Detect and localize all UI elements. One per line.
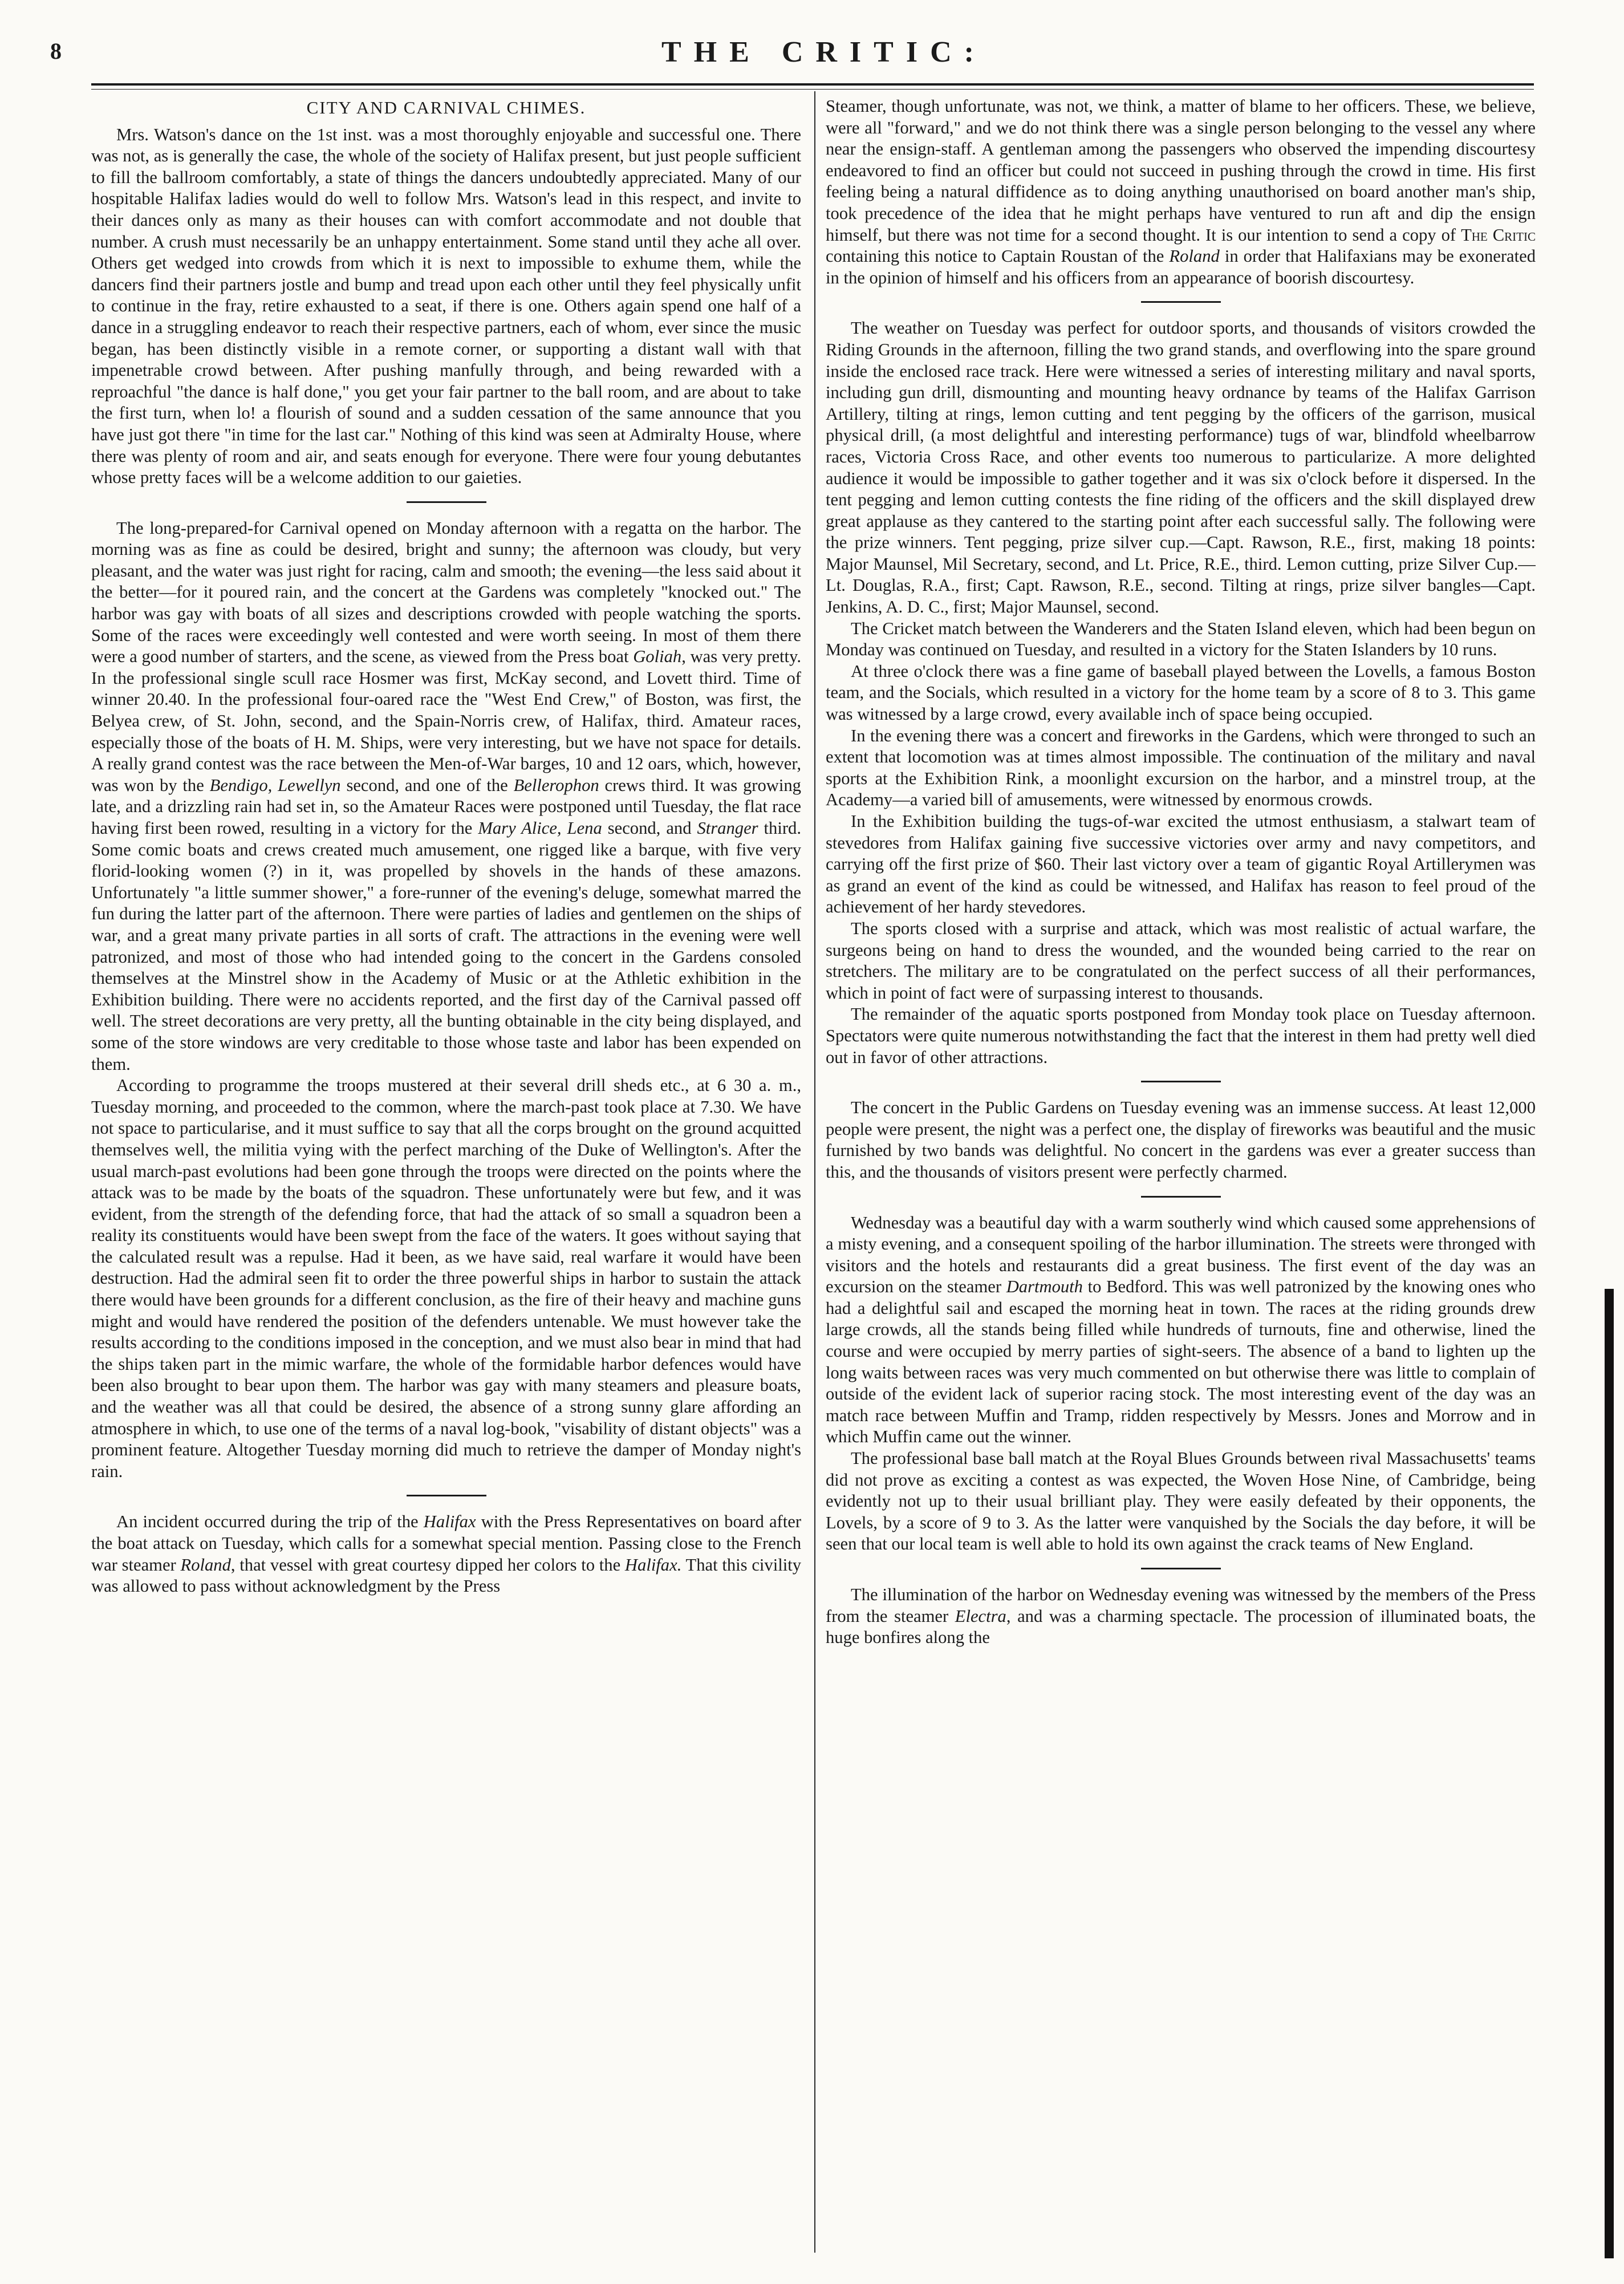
left-column <box>91 96 801 2257</box>
page-number: 8 <box>50 38 63 64</box>
italic-run: Stranger <box>697 818 758 838</box>
italic-run: Bendigo, Lewellyn <box>209 775 341 795</box>
section-separator <box>407 501 486 503</box>
right-column <box>826 96 1536 2257</box>
paragraph-baseball-game: At three o'clock there was a fine game of baseball played between the Lovells, a famous Boston team, and the Socials, which resulted in a victory for the home team by a score of 8 to 3. This game was witnessed by a large crowd, every available inch of space being occupied. <box>826 661 1536 724</box>
text-run: Steamer, though unfortunate, was not, we think, a matter of blame to her officers. These, we believe, were all "forward," and we do not think there was a single person belonging to the vessel any where near the ensign-staff. A gentleman among the passengers who observed the impending discourtesy endeavored to find an officer but could not succeed in pushing through the crowd in time. His first feeling being a natural diffidence as to doing anything unauthorised on board another man's ship, took precedence of the idea that he might perhaps have ventured to run aft and dip the ensign himself, but there was not time for a second thought. It is our intention to send a copy of <box>826 96 1536 245</box>
text-run: , that vessel with great courtesy dipped her colors to the <box>230 1555 625 1575</box>
italic-run: Bellerophon <box>513 775 599 795</box>
text-run: to Bedford. This was well patronized by the knowing ones who had a delightful sail and escaped the morning heat in town. The races at the riding grounds drew large crowds, all the stands being filled while hundreds of turnouts, fine and otherwise, lined the course and were occupied by merry parties of sight-seers. The absence of a band to lighten up the long waits between races was very much commented on but otherwise there was little to complain of outside of the evident lack of superior racing stock. The most interesting event of the day was an match race between Muffin and Tramp, ridden respectively by Messrs. Jones and Morrow and in which Muffin came out the winner. <box>826 1277 1536 1447</box>
paragraph-watson-dance: Mrs. Watson's dance on the 1st inst. was a most thoroughly enjoyable and successful one. There was not, as is generally the case, the whole of the society of Halifax present, but just people sufficient to fill the ballroom comfortably, a state of things the dancers undoubtedly appreciated. Many of our hospitable Halifax ladies would do well to follow Mrs. Watson's lead in this respect, and invite to their dances only as many as their houses can with comfort accommodate and not double that number. A crush must necessarily be an unhappy entertainment. Some stand until they ache all over. Others get wedged into crowds from which it is next to impossible to exhume them, while the dancers find their partners jostle and bump and tread upon each other until they feel physically unfit to continue in the fray, retire exhausted to a seat, if there is one. Others again spend one half of a dance in a struggling endeavor to reach their respective partners, each of whom, ever since the music began, has been distinctly visible in a remote corner, or supporting a distant wall with that impenetrable crowd between. After pushing manfully through, and being rewarded with a reproachful "the dance is half done," you get your fair partner to the ball room, and are about to take the first turn, when lo! a flourish of sound and a sudden cessation of the same announce that you have just got there "in time for the last car." Nothing of this kind was seen at Admiralty House, where there was plenty of room and air, and seats enough for everyone. There were four young debutantes whose pretty faces will be a welcome addition to our gaieties. <box>91 124 801 488</box>
section-separator <box>407 1495 486 1496</box>
paragraph-steamer-continued <box>826 96 1536 289</box>
paragraph-wednesday <box>826 1212 1536 1449</box>
italic-run: Halifax <box>423 1512 476 1532</box>
page-edge-shadow <box>1605 1289 1614 2258</box>
masthead-title: THE CRITIC: <box>661 36 986 68</box>
text-run: That this civility was allowed to pass without acknowledgment by the Press <box>91 1555 801 1596</box>
section-separator <box>1141 1196 1221 1198</box>
header-rule-thin <box>91 89 1534 90</box>
paragraph-surprise-attack: The sports closed with a surprise and attack, which was most realistic of actual warfare, the surgeons being on hand to dress the wounded, and the wounded being carried to the rear on stretchers. The military are to be congratulated on the perfect success of all their performances, which in point of fact were of surpassing interest to thousands. <box>826 918 1536 1003</box>
italic-run: Roland <box>1169 246 1220 266</box>
text-run: third. Some comic boats and crews created much amusement, one rigged like a barque, with five very florid-looking women (?) in it, was propelled by shovels in the hands of these amazons. Unfortunately "a little summer shower," a fore-runner of the evening's deluge, somewhat marred the fun during the latter part of the afternoon. There were parties of ladies and gentlemen on the ships of war, and a great many private parties in all sorts of craft. The attractions in the evening were well patronized, and most of those who had intended going to the concert in the Gardens consoled themselves at the Minstrel show in the Academy of Music or at the Athletic exhibition in the Exhibition building. There were no accidents reported, and the first day of the Carnival passed off well. The street decorations are very pretty, all the bunting obtainable in the city being displayed, and some of the store windows are very creditable to those whose taste and labor has been expended on them. <box>91 818 801 1074</box>
text-run: second, and <box>602 818 697 838</box>
paragraph-press-incident <box>91 1511 801 1597</box>
text-run: , was very pretty. In the professional single scull race Hosmer was first, McKay second, and Lovett third. Time of winner 20.40. In the professional four-oared race the "West End Crew," of Boston, was first, the Belyea crew, of St. John, second, and the Spain-Norris crew, of Halifax, third. Amateur races, especially those of the boats of H. M. Ships, were very interesting, but we have not space for details. A really grand contest was the race between the Men-of-War barges, 10 and 12 oars, which, however, was won by the <box>91 647 801 795</box>
header-rule-thick <box>91 83 1534 86</box>
text-run: , and was a charming spectacle. The procession of illuminated boats, the huge bonfires along the <box>826 1606 1536 1648</box>
paragraph-public-gardens-concert: The concert in the Public Gardens on Tuesday evening was an immense success. At least 12,000 people were present, the night was a perfect one, the display of fireworks was beautiful and the music furnished by two bands was delightful. No concert in the gardens was ever a greater success than this, and the thousands of visitors present were perfectly charmed. <box>826 1098 1536 1182</box>
paragraph-aquatic-sports: The remainder of the aquatic sports postponed from Monday took place on Tuesday afternoon. Spectators were quite numerous notwithstanding the fact that the interest in them had pretty well died out in favor of other attractions. <box>826 1004 1536 1067</box>
paragraph-harbor-illumination <box>826 1584 1536 1649</box>
section-separator <box>1141 1081 1221 1082</box>
section-heading: CITY AND CARNIVAL CHIMES. <box>306 98 586 117</box>
text-run: The long-prepared-for Carnival opened on Monday afternoon with a regatta on the harbor. The morning was as fine as could be desired, bright and sunny; the afternoon was cloudy, but very pleasant, and the water was just right for racing, calm and smooth; the evening—the less said about it the better—for it poured rain, and the concert at the Gardens was completely "knocked out." The harbor was gay with boats of all sizes and descriptions crowded with people watching the sports. Some of the races were exceedingly well contested and were worth seeing. In most of them there were a good number of starters, and the scene, as viewed from the Press boat <box>91 518 801 667</box>
text-run: The illumination of the harbor on Wednesday evening was witnessed by the members of the Press from the steamer <box>826 1585 1536 1626</box>
section-separator <box>1141 301 1221 303</box>
paragraph-tugs-of-war: In the Exhibition building the tugs-of-war excited the utmost enthusiasm, a stalwart team of stevedores from Halifax gaining five successive victories over army and navy competitors, and carrying off the first prize of $60. Their last victory over a team of gigantic Royal Artillerymen was as grand an event of the kind as could be witnessed, and Halifax has reason to feel proud of the achievement of her hardy stevedores. <box>826 812 1536 917</box>
smallcaps-run: The Critic <box>1461 225 1536 245</box>
text-run: in order that Halifaxians may be exonerated in the opinion of himself and his officers from an appearance of boorish discourtesy. <box>826 246 1536 287</box>
section-separator <box>1141 1568 1221 1569</box>
paragraph-tuesday-sports: The weather on Tuesday was perfect for outdoor sports, and thousands of visitors crowded the Riding Grounds in the afternoon, filling the two grand stands, and overflowing into the spare ground inside the enclosed race track. Here were witnessed a series of interesting military and naval sports, including gun drill, dismounting and mounting heavy ordnance by teams of the Halifax Garrison Artillery, tilting at rings, lemon cutting and tent pegging by the officers of the garrison, musical physical drill, (a most delightful and interesting performance) tugs of war, blindfold wheelbarrow races, Victoria Cross Race, and other events too numerous to particularize. A more delighted audience it would be impossible to gather together and it was six o'clock before it dispersed. In the tent pegging and lemon cutting contests the fine riding of the officers and the skill displayed drew great applause as they cantered to the starting point after each successful sally. The following were the prize winners. Tent pegging, prize silver cup.—Capt. Rawson, R.E., first, making 18 points: Major Maunsel, Mil Secretary, second, and Lt. Price, R.E., third. Lemon cutting, prize Silver Cup.—Lt. Douglas, R.A., first; Capt. Rawson, R.E., second. Tilting at rings, prize silver bangles—Capt. Jenkins, A. D. C., first; Major Maunsel, second. <box>826 318 1536 617</box>
text-run: second, and one of the <box>340 775 514 795</box>
text-run: crews third. It was growing late, and a drizzling rain had set in, so the Amateur Races were postponed until Tuesday, the flat race having first been rowed, resulting in a victory for the <box>91 775 801 838</box>
column-divider <box>814 91 815 2253</box>
paragraph-troops-march-past: According to programme the troops mustered at their several drill sheds etc., at 6 30 a. m., Tuesday morning, and proceeded to the common, where the march-past took place at 7.30. We have not space to particularise, and it must suffice to say that all the corps brought on the ground acquitted themselves well, the militia vying with the perfect marching of the Duke of Wellington's. After the usual march-past evolutions had been gone through the troops were directed on the points where the attack was to be made by the boats of the squadron. These unfortunately were but few, and it was evident, from the strength of the defending force, that had the attack of so small a squadron been a reality its constituents would have been swept from the face of the waters. It goes without saying that the calculated result was a repulse. Had it been, as we have said, real warfare it would have been destruction. Had the admiral seen fit to order the three powerful ships in harbor to sustain the attack there would have been grounds for a different conclusion, as the fire of their heavy and machine guns might and would have rendered the position of the defenders untenable. We must however take the results according to the conditions imposed in the conception, and we must also bear in mind that had the ships taken part in the mimic warfare, the whole of the formidable harbor defences would have been also brought to bear upon them. The harbor was gay with many steamers and pleasure boats, and the weather was all that could be desired, the absence of a strong sunny glare affording an atmosphere in which, to use one of the terms of a naval log-book, "visability of distant objects" was a prominent feature. Altogether Tuesday morning did much to retrieve the damper of Monday night's rain. <box>91 1076 801 1481</box>
paragraph-evening-concert: In the evening there was a concert and fireworks in the Gardens, which were thronged to such an extent that locomotion was at times almost impossible. The continuation of the military and naval sports at the Exhibition Rink, a moonlight excursion on the harbor, and a minstrel troup, at the Academy—a varied bill of amusements, were witnessed by enormous crowds. <box>826 725 1536 810</box>
text-run: containing this notice to Captain Roustan of the <box>826 246 1170 266</box>
paragraph-cricket-match: The Cricket match between the Wanderers and the Staten Island eleven, which had been begun on Monday was continued on Tuesday, and resulted in a victory for the Staten Islanders by 10 runs. <box>826 618 1536 660</box>
text-run: with the Press Representatives on board after the boat attack on Tuesday, which calls for a somewhat special mention. Passing close to the French war steamer <box>91 1512 801 1575</box>
italic-run: Mary Alice, Lena <box>478 818 602 838</box>
italic-run: Goliah <box>633 647 682 667</box>
text-run: An incident occurred during the trip of the <box>116 1512 424 1532</box>
text-run: Wednesday was a beautiful day with a warm southerly wind which caused some apprehensions of a misty evening, and a consequent spoiling of the harbor illumination. The streets were thronged with visitors and the hotels and restaurants did a great business. The first event of the day was an excursion on the steamer <box>826 1212 1536 1297</box>
paragraph-base-ball-match: The professional base ball match at the Royal Blues Grounds between rival Massachusetts' teams did not prove as exciting a contest as was expected, the Woven Hose Nine, of Cambridge, being evidently not up to their usual brilliant play. They were easily defeated by their opponents, the Lovels, by a score of 9 to 3. As the latter were vanquished by the Socials the day before, it will be seen that our local team is well able to hold its own against the crack teams of New England. <box>826 1449 1536 1554</box>
italic-run: Roland <box>180 1555 231 1575</box>
italic-run: Halifax. <box>624 1555 682 1575</box>
italic-run: Dartmouth <box>1006 1277 1083 1297</box>
italic-run: Electra <box>955 1606 1006 1626</box>
paragraph-carnival-regatta <box>91 518 801 1075</box>
